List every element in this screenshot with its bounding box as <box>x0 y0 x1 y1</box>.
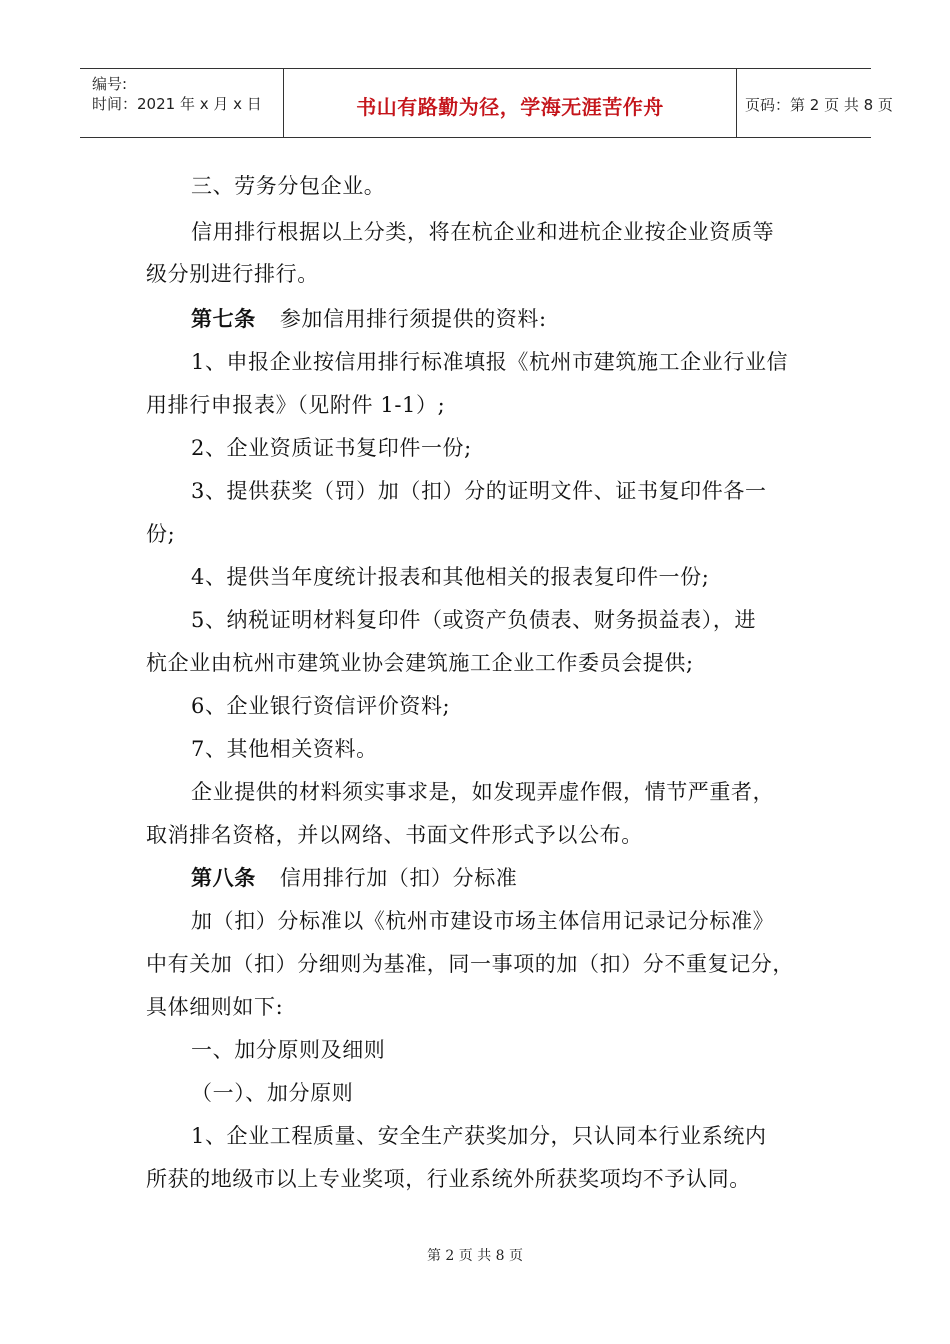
article-eight-heading: 第八条 <box>191 865 256 890</box>
paragraph-line: 5、纳税证明材料复印件（或资产负债表、财务损益表），进 <box>191 608 757 632</box>
paragraph-line: 1、申报企业按信用排行标准填报《杭州市建筑施工企业行业信 <box>191 350 789 374</box>
section-heading: 一、加分原则及细则 <box>191 1038 386 1062</box>
paragraph-line: 4、提供当年度统计报表和其他相关的报表复印件一份; <box>191 565 710 589</box>
page-footer: 第 2 页 共 8 页 <box>426 1248 524 1264</box>
paragraph-line: 份; <box>146 522 176 546</box>
paragraph-line: 6、企业银行资信评价资料; <box>191 694 451 718</box>
article-seven-heading: 第七条 <box>191 306 256 331</box>
paragraph-line: 级分别进行排行。 <box>146 262 319 286</box>
subsection-heading: （一）、加分原则 <box>191 1081 354 1105</box>
paragraph-line: 具体细则如下: <box>146 995 284 1019</box>
paragraph-line: 杭企业由杭州市建筑业协会建筑施工企业工作委员会提供; <box>146 651 694 675</box>
paragraph-line: 加（扣）分标准以《杭州市建设市场主体信用记录记分标准》 <box>191 909 775 933</box>
paragraph-line: 所获的地级市以上专业奖项，行业系统外所获奖项均不予认同。 <box>146 1167 751 1191</box>
header-page-code: 页码：第 2 页 共 8 页 <box>745 96 893 114</box>
article-seven-line <box>191 305 547 333</box>
paragraph-line: 2、企业资质证书复印件一份; <box>191 436 472 460</box>
article-eight-line <box>191 864 517 892</box>
paragraph-line: 取消排名资格，并以网络、书面文件形式予以公布。 <box>146 823 643 847</box>
article-seven-text: 参加信用排行须提供的资料: <box>279 307 547 331</box>
paragraph-line: 7、其他相关资料。 <box>191 737 378 761</box>
header-motto: 书山有路勤为径，学海无涯苦作舟 <box>356 95 664 119</box>
article-eight-text: 信用排行加（扣）分标准 <box>279 866 518 890</box>
paragraph-line: 三、劳务分包企业。 <box>191 174 386 198</box>
paragraph-line: 用排行申报表》（见附件 1-1）; <box>146 393 446 417</box>
number-label: 编号: <box>92 75 128 93</box>
paragraph-line: 企业提供的材料须实事求是，如发现弄虚作假，情节严重者， <box>191 780 775 804</box>
paragraph-line: 信用排行根据以上分类，将在杭企业和进杭企业按企业资质等 <box>191 220 775 244</box>
paragraph-line: 1、企业工程质量、安全生产获奖加分，只认同本行业系统内 <box>191 1124 767 1148</box>
paragraph-line: 中有关加（扣）分细则为基准，同一事项的加（扣）分不重复记分， <box>146 952 794 976</box>
paragraph-line: 3、提供获奖（罚）加（扣）分的证明文件、证书复印件各一 <box>191 479 767 503</box>
date-label: 时间：2021 年 x 月 x 日 <box>92 95 262 113</box>
